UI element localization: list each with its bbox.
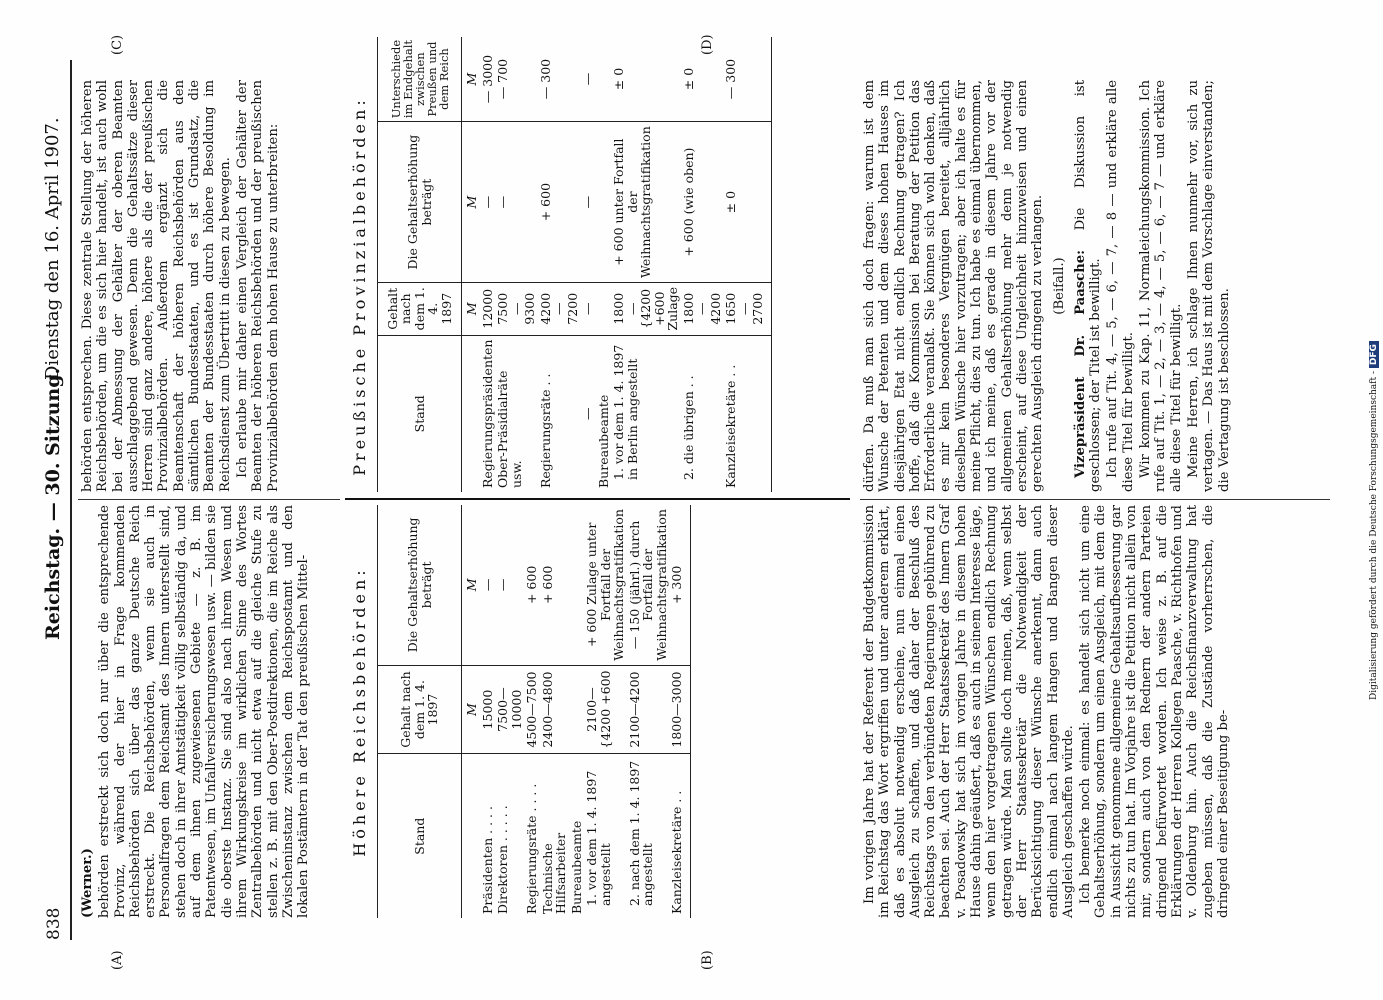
table-cell: 7500—10000 — [495, 665, 524, 754]
table-preussen-grid — [377, 37, 772, 492]
table-reich-header: Gehalt nach dem 1. 4. 1897 — [378, 665, 462, 754]
table-cell: Präsidenten . . . . — [479, 806, 495, 914]
table-reich — [350, 505, 691, 918]
table-preussen-header: Stand — [378, 335, 462, 492]
table-cell: 4500—7500 — [524, 665, 540, 754]
unit-cell: M — [462, 122, 480, 283]
table-preussen-header: Gehalt nach dem 1. 4. 1897 — [378, 282, 462, 335]
right-bottom-p4: Wir kommen zu Kap. 11, Normaleichungskommission. Ich rufe auf Tit. 1, — 2, — 3, — 4, — 5, — 6, — 7 — und erkläre alle diese Titel für bewilligt. — [1138, 80, 1184, 492]
table-cell — [596, 282, 612, 335]
margin-letter-d: (D) — [700, 34, 715, 55]
table-cell: Direktoren . . . . . — [495, 805, 510, 914]
table-preussen-header: Unterschiede im Endgehalt zwischen Preußen und dem Reich — [378, 37, 462, 122]
table-cell: 1650—2700 — [723, 282, 771, 335]
table-cell: 2. nach dem 1. 4. 1897 angestellt — [626, 760, 655, 906]
column-divider-bottom — [860, 499, 1330, 500]
dfg-stamp — [1369, 320, 1383, 700]
table-cell: + 600 (wie oben) — [681, 122, 724, 283]
right-bottom-p1: dürfen. Da muß man sich doch fragen: warum ist dem Wunsche der Petenten und dem dieses hohen Hauses im diesjährigen Etat nicht endlich Rechnung getragen? Ich hoffe, daß die Kommission bei Beratung der Petition das Erforderliche veranlaßt. Sie können sich wohl denken, daß es mir kein besonderes Vergnügen bereitet, alljährlich dieselben Wünsche hier vorzutragen; aber ich halte es für meine Pflicht, dies zu tun. Ich habe es einmal übernommen, und ich meine, daß es gerade in diesem Jahre vor der allgemeinen Gehaltserhöhung mehr denn je notwendig erscheint, auf diese Ungleichheit hinzuweisen und einen gerechten Ausgleich dringend zu verlangen. — [862, 80, 1046, 492]
table-cell: + 600 Zulage unter Fortfall der Weihnachtsgratifikation — [584, 505, 627, 665]
right-top-text-2: Ich erlaube mir daher einen Vergleich der Gehälter der Beamten der höheren Reichsbehörden und der preußischen Provinzialbehörden dem hohen Hause zu unterbreiten: — [234, 80, 281, 492]
table-row — [538, 37, 581, 492]
table-cell: — — [580, 122, 596, 283]
unit-cell: M — [462, 282, 480, 335]
header-rule — [70, 60, 72, 940]
right-bottom-p2: Die Diskussion ist geschlossen; der Titel ist bewilligt. — [1072, 80, 1104, 492]
table-cell: — 150 (jährl.) durch Fortfall der Weihnachtsgratifikation — [627, 505, 670, 665]
table-reich-header: Die Gehaltserhöhung beträgt — [378, 505, 462, 665]
table-cell: 2400—4800 — [540, 665, 569, 754]
table-cell: Bureaubeamte — [595, 394, 611, 488]
left-bottom-p2: Ich bemerke noch einmal: es handelt sich nicht um eine Gehaltserhöhung, sondern um einen Ausgleich, mit dem die in Aussicht genommene allgemeine Gehaltsaufbesserung gar nichts zu tun hat. Im Vorjahre ist die Petition nicht allein von mir, sondern auch von den Rednern der andern Parteien dringend befürwortet worden. Ich weise z. B. auf die Erklärungen der Herren Kollegen Paasche, v. Richthofen und v. Oldenburg hin. Auch die Reichsfinanzverwaltung hat zugeben müssen, daß die Zustände vorherrschen, die dringend einer Beseitigung be- — [1078, 505, 1231, 918]
table-cell: 2. die übrigen . . — [680, 375, 696, 480]
table-row — [681, 37, 724, 492]
table-preussen-header: Die Gehaltserhöhung beträgt — [378, 122, 462, 283]
table-cell: Kanzleisekretäre . . — [669, 754, 690, 918]
table-row — [611, 37, 681, 492]
session-date: Dienstag den 16. April 1907. — [42, 117, 63, 380]
table-row — [569, 505, 585, 918]
table-preussen-title: Preußische Provinzialbehörden: — [350, 96, 369, 476]
table-cell: + 600 unter Fortfall der Weihnachtsgratifikation — [611, 122, 681, 283]
table-cell: ± 0 — [611, 37, 681, 122]
table-cell: 2100—4200 — [627, 665, 670, 754]
table-cell: + 600 — [538, 122, 581, 283]
table-row — [495, 37, 538, 492]
unit-cell: M — [462, 37, 480, 122]
table-row — [480, 37, 496, 492]
table-cell — [596, 37, 612, 122]
table-cell — [569, 665, 585, 754]
table-row — [669, 505, 690, 918]
left-top-text: behörden erstreckt sich doch nur über die entsprechende Provinz, während der hier in Frage kommenden Reichsbehörden sich über das ganze Deutsche Reich erstreckt. Die Reichsbehörden, wenn sie auch in Personalfragen dem Reichsamt des Innern unterstellt sind, stehen doch in ihrer Amtstätigkeit völlig selbständig da, und auf dem ihnen zugewiesenen Gebiete — z. B. im Patentwesen, im Unfallversicherungswesen usw. — bilden sie die oberste Instanz. Sie sind also nach ihrem Wesen und ihrem Wirkungskreise im wirklichen Sinne des Wortes Zentralbehörden und nicht etwa auf die gleiche Stufe zu stellen z. B. mit den Ober-Postdirektionen, die im Reiche als Zwischeninstanz zwischen dem Reichspostamt und den lokalen Postämtern in der Tat den preußischen Mittel- — [97, 505, 312, 918]
page-header — [40, 60, 68, 940]
table-row — [480, 505, 496, 918]
margin-letter-a: (A) — [110, 950, 125, 970]
right-top-text: behörden entsprechen. Diese zentrale Stellung der höheren Reichsbehörden, um die es sich hier handelt, ist auch wohl bei der Abmessung der Gehälter der oberen Beamten ausschlaggebend gewesen. Denn die Gehaltssätze dieser Herren sind ganz andere, höhere als die der preußischen Provinzialbehörden. Außerdem ergänzt sich die Beamtenschaft der höheren Reichsbehörden aus den sämtlichen Bundesstaaten, und es ist Grundsatz, die Beamten der Bundesstaaten durch höhere Besoldung im Reichsdienst zum Übertritt in diesen zu bewegen. — [80, 80, 233, 492]
table-cell: — 3000 — [480, 37, 496, 122]
speaker-label: Vizepräsident Dr. Paasche: — [1072, 249, 1088, 478]
table-cell: — — [480, 122, 496, 283]
table-row — [540, 505, 569, 918]
table-preussen — [350, 39, 772, 492]
table-cell — [569, 505, 585, 665]
table-cell: + 600 — [524, 505, 540, 665]
table-row — [495, 505, 524, 918]
table-cell: 4200—7200 — [538, 282, 581, 335]
table-cell: ± 0 — [723, 122, 771, 283]
table-cell: 1. vor dem 1. 4. 1897 in Berlin angestellt — [611, 344, 640, 480]
table-cell: — 300 — [723, 37, 771, 122]
table-cell — [462, 754, 480, 918]
table-cell: + 600 — [540, 505, 569, 665]
page-title: Reichstag. — 30. Sitzung. — [42, 367, 64, 640]
right-bottom-p3: Ich rufe auf Tit. 4, — 5, — 6, — 7, — 8 — und erkläre alle diese Titel für bewilligt. — [1105, 80, 1136, 492]
table-cell: 1. vor dem 1. 4. 1897 angestellt — [584, 770, 613, 906]
table-reich-title: Höhere Reichsbehörden: — [350, 566, 369, 857]
right-top-column — [80, 80, 283, 492]
table-cell: Regierungsräte . . . . — [524, 783, 539, 914]
table-cell: — — [580, 282, 596, 335]
speaker-label: (Werner.) — [80, 848, 95, 918]
left-bottom-p1: Im vorigen Jahre hat der Referent der Budgetkommission im Reichstag das Wort ergriffen und unter anderem erklärt, daß es absolut notwendig erscheine, nun einmal einen Ausgleich zu schaffen, und daß daher der Beschluß des Reichstags von den verbündeten Regierungen gebührend zu beachten sei. Auch der Herr Staatssekretär des Innern Graf v. Posadowsky hat sich im vorigen Jahre in diesem hohen Hause dahin geäußert, daß es auch in seinem Interesse läge, wenn den hier vorgetragenen Wünschen endlich Rechnung getragen würde. Man sollte doch meinen, daß, wenn selbst der Herr Staatssekretär die Notwendigkeit der Berücksichtigung dieser Wünsche anerkennt, dann auch endlich einmal nach langem Hangen und Bangen dieser Ausgleich geschaffen würde. — [862, 505, 1076, 918]
page-number: 838 — [44, 907, 64, 940]
dfg-stamp-text: Digitalisierung gefördert durch die Deutsche Forschungsgemeinschaft - — [1369, 371, 1379, 700]
table-divider — [345, 498, 850, 500]
applause: (Beifall.) — [1051, 257, 1067, 315]
table-cell: 7500—9300 — [495, 282, 538, 335]
table-cell: — 700 — [495, 37, 538, 122]
table-cell: 2100—{4200 +600 — [584, 665, 627, 754]
table-cell: — — [580, 407, 595, 421]
table-row — [596, 37, 612, 492]
table-row — [580, 37, 596, 492]
table-cell: 12000 — [480, 282, 496, 335]
table-cell: Bureaubeamte — [568, 820, 584, 914]
table-cell: Regierungsräte . . — [537, 373, 553, 488]
table-cell: Kanzleisekretäre . . — [723, 335, 771, 492]
table-cell: Regierungspräsidenten — [479, 339, 495, 488]
table-cell — [596, 122, 612, 283]
unit-cell: M — [462, 665, 480, 754]
right-bottom-p5: Meine Herren, ich schlage Ihnen nunmehr vor, sich zu vertagen. — Das Haus ist mit dem Vorschlage einverstanden; die Vertagung ist beschlossen. — [1185, 80, 1232, 492]
table-cell: 15000 — [480, 665, 496, 754]
table-cell: ± 0 — [681, 37, 724, 122]
table-cell: — — [580, 37, 596, 122]
column-divider-top — [78, 499, 340, 500]
table-row — [627, 505, 670, 918]
margin-letter-c: (C) — [110, 34, 125, 55]
table-reich-header: Stand — [378, 754, 462, 918]
table-cell: Technische Hilfsarbeiter — [539, 832, 568, 914]
table-cell: 1800—{4200 +600 Zulage — [611, 282, 681, 335]
table-cell: Ober-Präsidialräte usw. — [495, 370, 524, 488]
table-cell: 1800—4200 — [681, 282, 724, 335]
margin-letter-b: (B) — [700, 950, 715, 970]
left-bottom-column — [862, 505, 1233, 918]
table-row — [723, 37, 771, 492]
table-cell: — 300 — [538, 37, 581, 122]
table-row — [584, 505, 627, 918]
table-cell: — — [495, 505, 524, 665]
table-cell: — — [495, 122, 538, 283]
right-bottom-column — [862, 80, 1234, 492]
table-row — [524, 505, 540, 918]
unit-cell: M — [462, 505, 480, 665]
table-cell: + 300 — [669, 505, 690, 665]
table-cell: 1800—3000 — [669, 665, 690, 754]
table-cell: — — [480, 505, 496, 665]
table-cell — [462, 335, 480, 492]
left-top-column — [80, 505, 313, 918]
dfg-logo: DFG — [1369, 341, 1379, 368]
table-reich-grid — [377, 505, 691, 918]
